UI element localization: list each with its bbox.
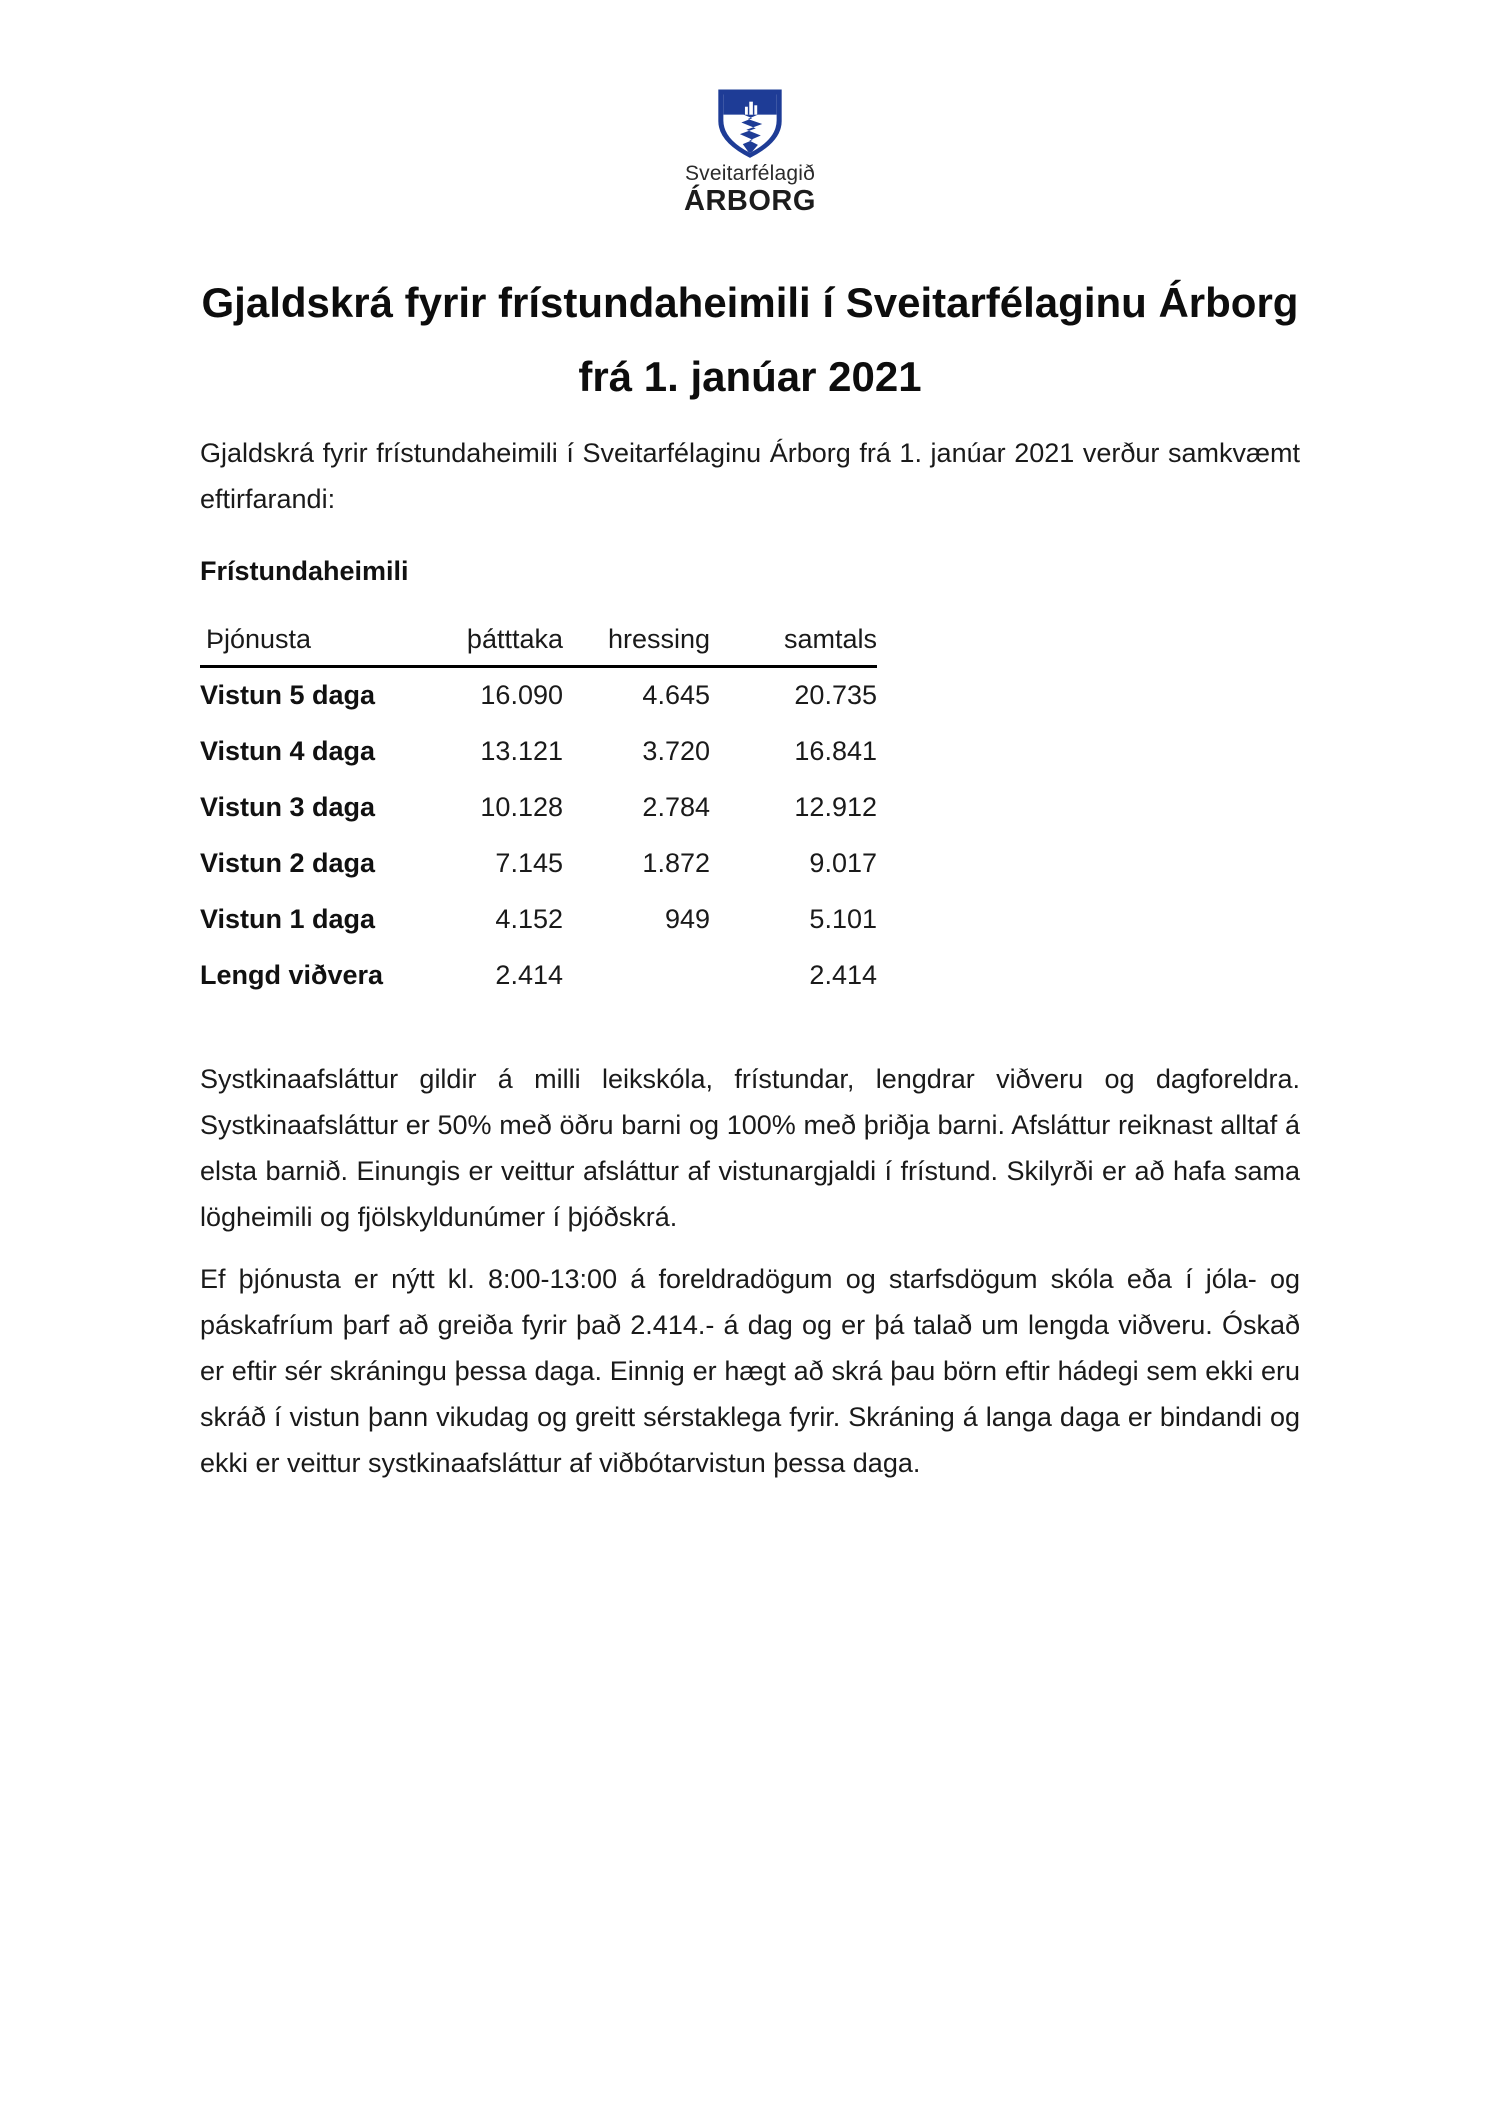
service-label: Vistun 3 daga: [200, 792, 376, 822]
samtals-value: 9.017: [809, 848, 877, 878]
table-row: [200, 780, 877, 836]
arborg-shield-icon: [713, 88, 787, 160]
section-heading: Frístundaheimili: [200, 556, 409, 586]
patttaka-value: 13.121: [480, 736, 563, 766]
table-row: [200, 667, 877, 725]
service-label: Lengd viðvera: [200, 960, 384, 990]
patttaka-value: 4.152: [495, 904, 563, 934]
column-header-samtals: samtals: [710, 620, 877, 667]
patttaka-value: 7.145: [495, 848, 563, 878]
column-header-hressing: hressing: [563, 620, 710, 667]
hressing-value: 1.872: [642, 848, 710, 878]
samtals-value: 16.841: [794, 736, 877, 766]
samtals-value: 12.912: [794, 792, 877, 822]
service-label: Vistun 5 daga: [200, 680, 376, 710]
column-header-patttaka: þátttaka: [412, 620, 563, 667]
patttaka-value: 10.128: [480, 792, 563, 822]
intro-paragraph: Gjaldskrá fyrir frístundaheimili í Sveitarfélaginu Árborg frá 1. janúar 2021 verður samkvæmt eftirfarandi:: [200, 438, 1300, 514]
table-row: [200, 948, 877, 1004]
samtals-value: 2.414: [809, 960, 877, 990]
sibling-discount-paragraph: Systkinaafsláttur gildir á milli leikskóla, frístundar, lengdrar viðveru og dagforeldra. Systkinaafsláttur er 50% með öðru barni og 100% með þriðja barni. Afsláttur reiknast alltaf á elsta barnið. Einungis er veittur afsláttur af vistunargjaldi í frístund. Skilyrði er að hafa sama lögheimili og fjölskyldunúmer í þjóðskrá.: [200, 1064, 1300, 1232]
service-label: Vistun 4 daga: [200, 736, 376, 766]
column-header-thjonusta: Þjónusta: [200, 620, 412, 667]
pricing-table: [200, 620, 877, 1004]
table-row: [200, 836, 877, 892]
hressing-value: 2.784: [642, 792, 710, 822]
logo-org-name-bold: ÁRBORG: [684, 185, 816, 217]
hressing-value: 3.720: [642, 736, 710, 766]
arborg-logo: [0, 0, 1500, 216]
service-label: Vistun 1 daga: [200, 904, 376, 934]
hressing-value: 949: [664, 904, 710, 934]
hressing-value: 4.645: [642, 680, 710, 710]
hressing-value: [563, 948, 710, 1004]
patttaka-value: 16.090: [480, 680, 563, 710]
table-row: [200, 892, 877, 948]
samtals-value: 20.735: [794, 680, 877, 710]
extended-hours-paragraph: Ef þjónusta er nýtt kl. 8:00-13:00 á foreldradögum og starfsdögum skóla eða í jóla- og páskafríum þarf að greiða fyrir það 2.414.- á dag og er þá talað um lengda viðveru. Óskað er eftir sér skráningu þessa daga. Einnig er hægt að skrá þau börn eftir hádegi sem ekki eru skráð í vistun þann vikudag og greitt sérstaklega fyrir. Skráning á langa daga er bindandi og ekki er veittur systkinaafsláttur af viðbótarvistun þessa daga.: [200, 1264, 1300, 1478]
service-label: Vistun 2 daga: [200, 848, 376, 878]
page-title-line1: Gjaldskrá fyrir frístundaheimili í Sveitarfélaginu Árborg: [201, 279, 1299, 326]
samtals-value: 5.101: [809, 904, 877, 934]
patttaka-value: 2.414: [495, 960, 563, 990]
table-header-row: [200, 620, 877, 667]
table-row: [200, 724, 877, 780]
page-title-line2: frá 1. janúar 2021: [578, 353, 922, 400]
page-title: [0, 266, 1500, 414]
logo-org-name: Sveitarfélagið: [684, 162, 816, 185]
